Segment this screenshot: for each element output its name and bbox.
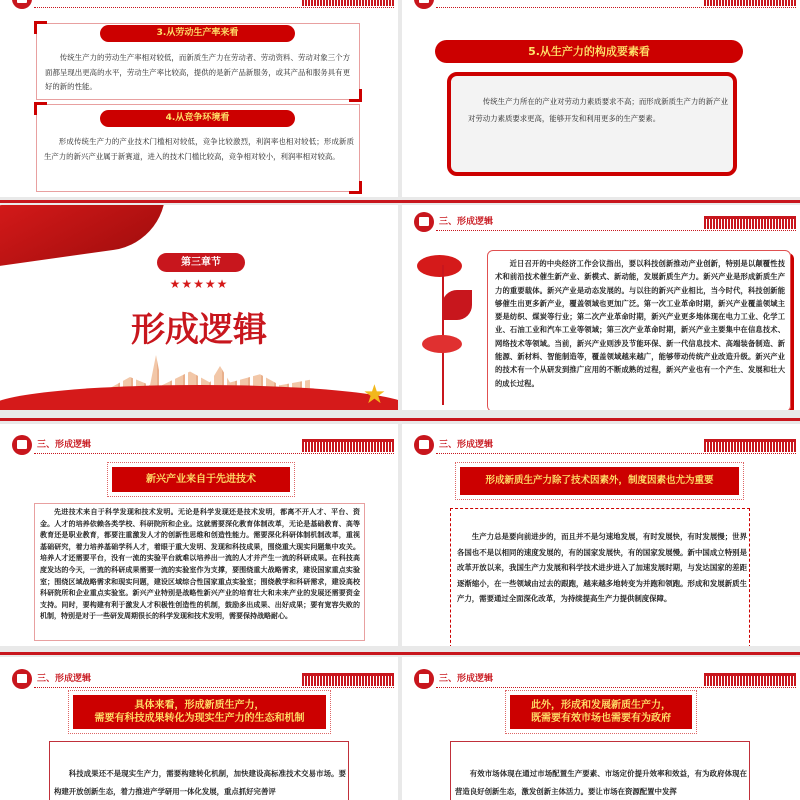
advanced-tech-slide[interactable] <box>0 424 398 646</box>
slide-header <box>402 662 800 692</box>
slide-title <box>73 695 326 729</box>
slide-title: 新兴产业来自于先进技术 <box>112 467 290 492</box>
box2-text: 形成传统生产力的产业技术门槛相对较低，竞争比较激烈，利润率也相对较低；形成新质生产力的新兴产业属于新赛道，进入的技术门槛比较高，竞争相对较小，利润率相对较高。 <box>44 137 354 161</box>
slide-header <box>0 662 398 692</box>
header-divider <box>34 687 394 688</box>
header-divider <box>34 7 394 8</box>
title-box <box>455 462 744 500</box>
section-label: 三、形成逻辑 <box>439 674 494 684</box>
section-icon <box>414 0 434 9</box>
stars: ★★★★★ <box>169 277 229 291</box>
section-label: 三、形成逻辑 <box>439 440 494 450</box>
slide-separator <box>0 418 800 421</box>
header-divider <box>436 7 796 8</box>
title-box <box>68 690 331 734</box>
section-icon <box>414 212 434 232</box>
content-text: 有效市场体现在通过市场配置生产要素、市场定价提升效率和效益，有为政府体现在营造良好创新生态，激发创新主体活力。要让市场在资源配置中发挥 <box>455 769 747 796</box>
title-line-1: 具体来看，形成新质生产力， <box>134 699 265 711</box>
box2-title: 4.从竞争环境看 <box>100 110 295 127</box>
building-icon <box>302 0 394 6</box>
header-divider <box>34 453 394 454</box>
slide-header <box>0 0 398 12</box>
building-icon <box>704 673 796 686</box>
slide-separator <box>0 200 800 203</box>
building-icon <box>704 0 796 6</box>
slide-labor-productivity[interactable] <box>0 0 398 197</box>
section-label: 三、形成逻辑 <box>37 440 92 450</box>
slide-separator <box>0 652 800 655</box>
header-divider <box>436 453 796 454</box>
section-icon <box>12 669 32 689</box>
title-line-2: 需要有科技成果转化为现实生产力的生态和机制 <box>94 713 305 724</box>
slide-header <box>0 428 398 458</box>
market-government-slide[interactable] <box>402 657 800 800</box>
section-icon <box>12 0 32 9</box>
content-text: 生产力总是要向前进步的，而且并不是匀速地发展，有时发展快，有时发展慢；世界各国也不是以相同的速度发展的，有的国家发展快，有的国家发展慢。新中国成立特别是改革开放以来，我国生产力发展和科学技术进步进入了加速发展时期，与发达国家的差距逐渐缩小，在一些领域由过去的跟跑，越来越多地转变为并跑和领跑。形成和发展新质生产力，需要通过全面深化改革，为持续提高生产力提供制度保障。 <box>457 532 747 603</box>
lotus-illustration <box>412 245 482 405</box>
slide-title <box>510 695 692 729</box>
institutional-factors-slide[interactable] <box>402 424 800 646</box>
title-box <box>505 690 697 734</box>
building-icon <box>302 439 394 452</box>
slide-header <box>402 428 800 458</box>
title-line-2: 既需要有效市场也需要有为政府 <box>531 713 671 724</box>
slide-header <box>402 0 800 12</box>
content-text: 传统生产力所在的产业对劳动力素质要求不高；而形成新质生产力的新产业对劳动力素质要求更高，能够开发和利用更多的生产要素。 <box>468 97 728 123</box>
content-text: 科技成果还不是现实生产力，需要构建转化机制，加快建设高标准技术交易市场。要构建开放创新生态，着力推进产学研用一体化发展，重点抓好完善评 <box>54 769 346 796</box>
building-icon <box>704 216 796 229</box>
section-label: 三、形成逻辑 <box>37 674 92 684</box>
chapter-badge: 第三章节 <box>157 253 245 272</box>
star-icon: ★ <box>362 380 386 410</box>
red-ribbon <box>0 205 173 268</box>
red-wave-bottom <box>0 385 398 410</box>
chapter-title: 形成逻辑 <box>131 310 267 350</box>
box1-title: 3.从劳动生产率来看 <box>100 25 295 42</box>
title-box <box>107 462 295 497</box>
header-divider <box>436 687 796 688</box>
slide-header <box>402 205 800 235</box>
building-icon <box>302 673 394 686</box>
content-text: 先进技术来自于科学发现和技术发明。无论是科学发现还是技术发明，都离不开人才、平台、资金。人才的培养依赖各类学校、科研院所和企业。这就需要深化教育体制改革，无论是基础教育、高等教育还是职业教育，都要注重激发人才的创新性思维和创造性能力。需要深化科研体制机制改革，重视基础研究，着力培养基础学科人才，着眼于重大发明、发现和科技成果，围绕重大现实问题集中攻关。培养人才还需要平台，没有一流的实验平台就难以培养出一流的人才并产生一流的科研成果。在科技高度发达的今天，一流的科研成果需要一流的实验室作为支撑，要围绕重大战略需求，建设国家重点实验室；围绕区域战略需求和现实问题，建设区域综合性国家重点实验室；围绕教学和科研需求，建设高校科研院所和企业重点实验室。新兴产业特别是战略性新兴产业的培育壮大和未来产业的发展还需要资金支持。同时，要构建有利于激发人才积极性创造性的机制，鼓励多出成果、出好成果；要有宽容失败的机制，特别是对于一些研发周期很长的科学发现和技术发明，需要保持战略耐心。 <box>40 508 360 621</box>
slide-title: 5.从生产力的构成要素看 <box>435 40 743 63</box>
section-label: 三、形成逻辑 <box>439 217 494 227</box>
slide-title: 形成新质生产力除了技术因素外，制度因素也尤为重要 <box>460 467 739 495</box>
slide-production-factors[interactable] <box>402 0 800 197</box>
chapter-cover-slide[interactable] <box>0 205 398 410</box>
title-line-1: 此外，形成和发展新质生产力， <box>531 699 671 711</box>
section-icon <box>414 669 434 689</box>
building-icon <box>704 439 796 452</box>
box1-text: 传统生产力的劳动生产率相对较低，而新质生产力在劳动者、劳动资料、劳动对象三个方面都呈现出更高的水平，劳动生产率比较高，提供的是新产品新服务，或其产品和服务具有更好的新的性能。 <box>45 53 350 91</box>
tech-transfer-slide[interactable] <box>0 657 398 800</box>
section-icon <box>414 435 434 455</box>
section-icon <box>12 435 32 455</box>
header-divider <box>436 230 796 231</box>
emerging-industry-slide[interactable] <box>402 205 800 410</box>
content-text: 近日召开的中央经济工作会议指出，要以科技创新推动产业创新，特别是以颠覆性技术和前沿技术催生新产业、新模式、新动能，发展新质生产力。新兴产业是形成新质生产力的重要载体。新兴产业是动态发展的。与以往的新兴产业相比，当今时代，科技创新能够催生出更多新产业，覆盖领域也更加广泛。第一次工业革命时期，新兴产业覆盖领域主要是纺织、煤炭等行业；第二次产业革命时期，新兴产业更多地体现在电力工业、化学工业、石油工业和汽车工业等领域；第三次产业革命时期，新兴产业主要集中在信息技术、网络技术等领域。当前，新兴产业则涉及节能环保、新一代信息技术、高端装备制造、新能源、新材料、智能制造等，覆盖领域越来越广，能够带动传统产业改造升级。新兴产业的技术有一个从研发到推广应用的不断成熟的过程，新兴产业也有一个产生、发展和壮大的成长过程。 <box>495 259 785 388</box>
